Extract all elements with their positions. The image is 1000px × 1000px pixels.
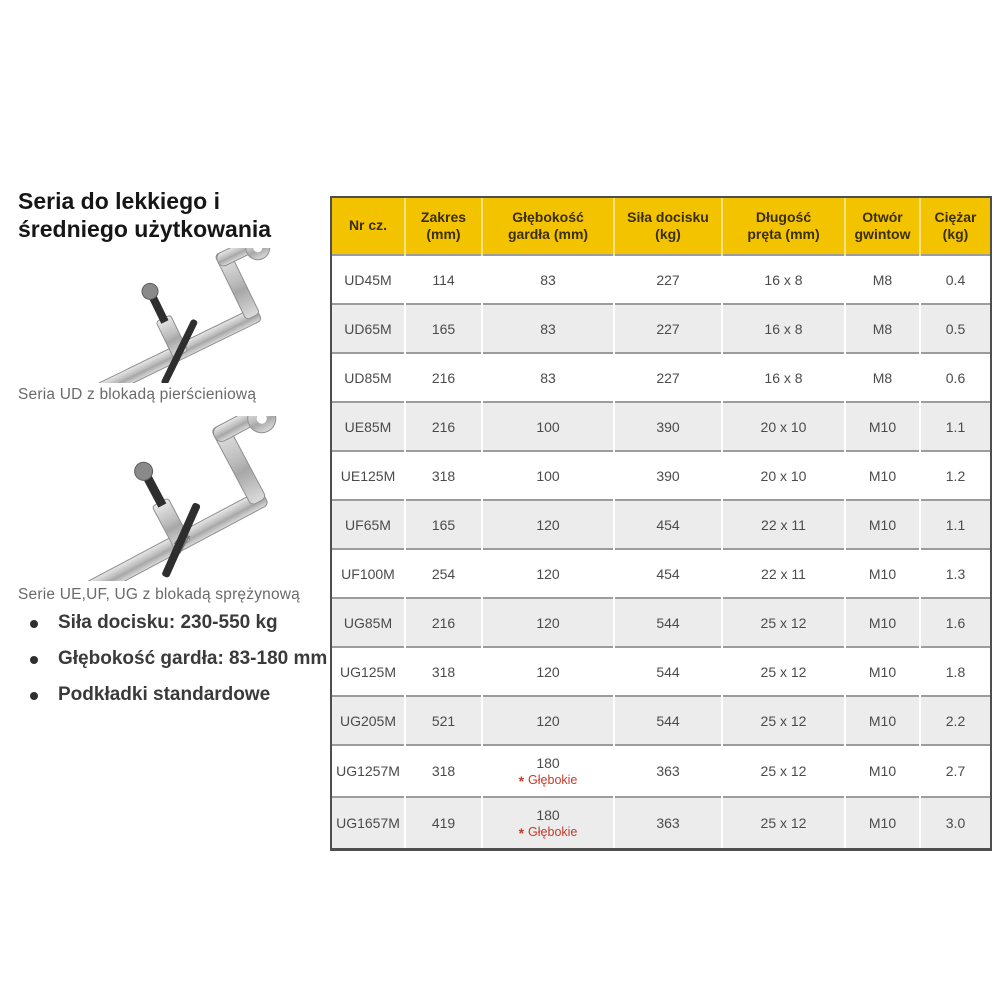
table-row bbox=[332, 549, 990, 598]
table-cell: UD65M bbox=[332, 304, 405, 353]
table-cell: UD85M bbox=[332, 353, 405, 402]
table-row bbox=[332, 353, 990, 402]
table-cell: UG85M bbox=[332, 598, 405, 647]
table-cell: 0.5 bbox=[920, 304, 990, 353]
table-row bbox=[332, 598, 990, 647]
table-cell: 521 bbox=[405, 696, 482, 745]
table-cell: UG205M bbox=[332, 696, 405, 745]
page-title-line-1: Seria do lekkiego i bbox=[18, 188, 220, 214]
table-cell: 83 bbox=[482, 255, 614, 304]
table-row bbox=[332, 696, 990, 745]
table-row bbox=[332, 500, 990, 549]
spec-table-header bbox=[332, 198, 990, 255]
table-cell: 25 x 12 bbox=[722, 745, 845, 797]
left-column bbox=[18, 188, 328, 705]
bullet-item: Głębokość gardła: 83-180 mm bbox=[18, 648, 348, 670]
table-cell: 216 bbox=[405, 353, 482, 402]
table-cell: UE125M bbox=[332, 451, 405, 500]
table-cell: 25 x 12 bbox=[722, 696, 845, 745]
table-cell: 2.7 bbox=[920, 745, 990, 797]
page-title-line-2: średniego użytkowania bbox=[18, 215, 272, 242]
table-cell: 227 bbox=[614, 353, 722, 402]
table-cell: 544 bbox=[614, 598, 722, 647]
table-cell: 318 bbox=[405, 745, 482, 797]
table-row bbox=[332, 797, 990, 848]
column-header: Nr cz. bbox=[332, 198, 405, 255]
table-cell: 216 bbox=[405, 402, 482, 451]
asterisk-note-icon: * bbox=[518, 824, 525, 841]
table-cell: UG1257M bbox=[332, 745, 405, 797]
table-cell: 1.1 bbox=[920, 402, 990, 451]
table-row bbox=[332, 255, 990, 304]
spec-table-body bbox=[332, 255, 990, 848]
bullet-item: Podkładki standardowe bbox=[18, 684, 348, 706]
column-header: Ciężar (kg) bbox=[920, 198, 990, 255]
table-cell: M10 bbox=[845, 696, 920, 745]
table-cell: 2.2 bbox=[920, 696, 990, 745]
table-cell: 419 bbox=[405, 797, 482, 848]
column-header: Otwór gwintow bbox=[845, 198, 920, 255]
table-cell: 227 bbox=[614, 304, 722, 353]
table-cell: 20 x 10 bbox=[722, 451, 845, 500]
table-cell: 0.4 bbox=[920, 255, 990, 304]
table-cell: M10 bbox=[845, 745, 920, 797]
column-header: Zakres (mm) bbox=[405, 198, 482, 255]
table-cell: M8 bbox=[845, 353, 920, 402]
table-cell: UG125M bbox=[332, 647, 405, 696]
table-cell: 120 bbox=[482, 549, 614, 598]
table-cell: 1.2 bbox=[920, 451, 990, 500]
caption-series-ud: Seria UD z blokadą pierścieniową bbox=[18, 386, 257, 403]
table-cell: M10 bbox=[845, 402, 920, 451]
table-cell: 100 bbox=[482, 451, 614, 500]
table-cell: 227 bbox=[614, 255, 722, 304]
table-cell: 1.6 bbox=[920, 598, 990, 647]
table-cell: M10 bbox=[845, 647, 920, 696]
feature-bullet-list bbox=[18, 612, 348, 720]
column-header: Głębokość gardła (mm) bbox=[482, 198, 614, 255]
table-cell: 120 bbox=[482, 500, 614, 549]
table-cell: 25 x 12 bbox=[722, 647, 845, 696]
table-cell: 254 bbox=[405, 549, 482, 598]
table-cell: 390 bbox=[614, 451, 722, 500]
table-cell: M10 bbox=[845, 451, 920, 500]
table-cell: 454 bbox=[614, 500, 722, 549]
table-cell: 363 bbox=[614, 797, 722, 848]
table-cell: UG1657M bbox=[332, 797, 405, 848]
column-header: Siła docisku (kg) bbox=[614, 198, 722, 255]
table-cell: 83 bbox=[482, 353, 614, 402]
table-cell: 120 bbox=[482, 696, 614, 745]
table-cell: 318 bbox=[405, 451, 482, 500]
column-header: Długość pręta (mm) bbox=[722, 198, 845, 255]
table-cell: 165 bbox=[405, 500, 482, 549]
table-cell: 454 bbox=[614, 549, 722, 598]
table-cell: 120 bbox=[482, 647, 614, 696]
table-cell: M8 bbox=[845, 255, 920, 304]
table-cell: 22 x 11 bbox=[722, 500, 845, 549]
spec-table bbox=[332, 198, 990, 848]
table-cell: 363 bbox=[614, 745, 722, 797]
table-cell: 0.6 bbox=[920, 353, 990, 402]
table-cell: 318 bbox=[405, 647, 482, 696]
table-cell: M10 bbox=[845, 598, 920, 647]
table-cell: UF100M bbox=[332, 549, 405, 598]
table-cell: 83 bbox=[482, 304, 614, 353]
table-cell-depth-note: 180 * Głębokie bbox=[482, 745, 614, 797]
table-cell: 1.1 bbox=[920, 500, 990, 549]
table-cell: 1.8 bbox=[920, 647, 990, 696]
table-cell: UF65M bbox=[332, 500, 405, 549]
table-cell: 20 x 10 bbox=[722, 402, 845, 451]
asterisk-note-icon: * bbox=[518, 772, 525, 789]
table-cell: 25 x 12 bbox=[722, 598, 845, 647]
clamp-image-ud bbox=[38, 248, 308, 383]
table-cell: 3.0 bbox=[920, 797, 990, 848]
spec-table-container bbox=[330, 196, 992, 851]
table-cell: 216 bbox=[405, 598, 482, 647]
table-row bbox=[332, 647, 990, 696]
table-cell: 25 x 12 bbox=[722, 797, 845, 848]
table-cell: 16 x 8 bbox=[722, 353, 845, 402]
table-cell: UD45M bbox=[332, 255, 405, 304]
table-cell: 22 x 11 bbox=[722, 549, 845, 598]
table-cell: 120 bbox=[482, 598, 614, 647]
table-cell-depth-note: 180 * Głębokie bbox=[482, 797, 614, 848]
table-row bbox=[332, 402, 990, 451]
table-row bbox=[332, 745, 990, 797]
table-cell: 1.3 bbox=[920, 549, 990, 598]
table-cell: 165 bbox=[405, 304, 482, 353]
table-cell: 544 bbox=[614, 696, 722, 745]
table-cell: 100 bbox=[482, 402, 614, 451]
bullet-item: Siła docisku: 230-550 kg bbox=[18, 612, 348, 634]
table-cell: 390 bbox=[614, 402, 722, 451]
page-title bbox=[18, 188, 318, 243]
table-cell: 16 x 8 bbox=[722, 304, 845, 353]
table-cell: M10 bbox=[845, 549, 920, 598]
table-cell: 114 bbox=[405, 255, 482, 304]
table-cell: M10 bbox=[845, 797, 920, 848]
clamp-image-ue-uf-ug bbox=[18, 416, 318, 581]
table-cell: M10 bbox=[845, 500, 920, 549]
caption-series-ue-uf-ug: Serie UE,UF, UG z blokadą sprężynową bbox=[18, 586, 301, 603]
table-cell: 544 bbox=[614, 647, 722, 696]
table-row bbox=[332, 451, 990, 500]
table-cell: 16 x 8 bbox=[722, 255, 845, 304]
table-row bbox=[332, 304, 990, 353]
table-cell: M8 bbox=[845, 304, 920, 353]
table-cell: UE85M bbox=[332, 402, 405, 451]
